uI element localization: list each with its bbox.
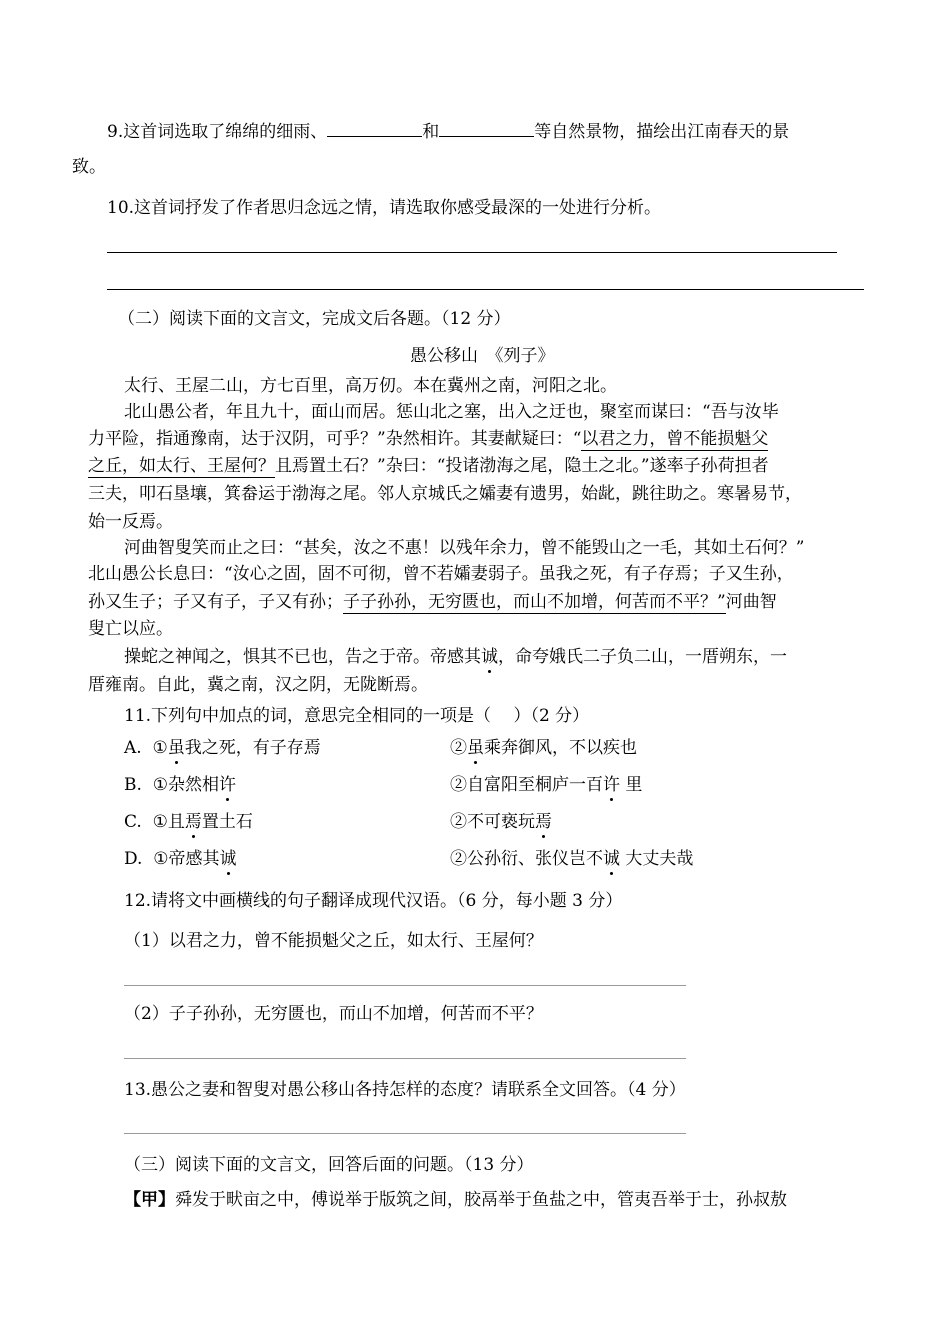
q9-suffix: 等自然景物，描绘出江南春天的景: [534, 122, 790, 142]
section2-heading: （二）阅读下面的文言文，完成文后各题。（12 分）: [118, 309, 511, 329]
q10-stem: 10.这首词抒发了作者思归念远之情，请选取你感受最深的一处进行分析。: [107, 198, 662, 218]
answer-line-2[interactable]: [107, 289, 864, 290]
text-run: ①帝感其: [153, 849, 220, 869]
passage-jia-line1: [124, 1188, 787, 1212]
text-run: ①且: [152, 812, 185, 832]
text-run: 里: [620, 775, 643, 795]
q9-prefix: 9.这首词选取了绵绵的细雨、: [107, 122, 328, 142]
passage-p1: 太行、王屋二山，方七百里，高万仞。本在冀州之南，河阳之北。: [124, 376, 617, 396]
q12-sub2: （2）子子孙孙，无穷匮也，而山不加增，何苦而不平？: [124, 1004, 543, 1024]
passage-p2-line5: 始一反焉。: [88, 512, 173, 532]
text-run: 力平险，指通豫南，达于汉阴，可乎？”杂然相许。其妻献疑曰：“: [88, 429, 582, 449]
q12-stem: 12.请将文中画横线的句子翻译成现代汉语。（6 分，每小题 3 分）: [124, 891, 623, 911]
text-run: 且焉置土石？”杂曰：“投诸渤海之尾，隐土之北。”遂率子孙荷担者: [275, 456, 769, 476]
text-run: 大丈夫哉: [620, 849, 694, 869]
q12-sub1: （1）以君之力，曾不能损魁父之丘，如太行、王屋何？: [124, 931, 543, 951]
passage-p2-line2: [88, 427, 768, 451]
dotted-char: 焉: [184, 812, 202, 832]
underlined-sentence-1b: 之丘，如太行、王屋何？: [88, 456, 275, 476]
answer-line-3[interactable]: [124, 985, 686, 986]
passage-p3-line3: [88, 590, 777, 614]
section3-heading: （三）阅读下面的文言文，回答后面的问题。（13 分）: [124, 1155, 534, 1175]
option-label: B.: [124, 775, 142, 795]
dotted-char: 诚: [219, 849, 237, 869]
text-run: 置土石: [201, 812, 253, 832]
text-run: ①: [152, 738, 168, 758]
dotted-char: 虽: [167, 738, 185, 758]
q11-option-d[interactable]: [124, 847, 824, 871]
passage-p4-line2: 厝雍南。自此，冀之南，汉之阴，无陇断焉。: [88, 675, 428, 695]
dotted-char: 虽: [467, 738, 484, 758]
dotted-char: 诚: [603, 849, 620, 869]
answer-blank-1[interactable]: [327, 118, 422, 137]
option-label: A.: [124, 738, 142, 758]
passage-p3-line4: 叟亡以应。: [88, 619, 173, 639]
passage-p2-line4: 三夫，叩石垦壤，箕畚运于渤海之尾。邻人京城氏之孀妻有遗男，始龀，跳往助之。寒暑易节，: [88, 484, 802, 504]
text-run: 孙又生子；子又有子，子又有孙；: [88, 592, 343, 612]
dotted-char: 焉: [535, 812, 552, 832]
q11-option-b[interactable]: [124, 773, 824, 797]
text-run: 河曲智: [725, 592, 777, 612]
underlined-sentence-1a: 以君之力，曾不能损魁父: [581, 429, 769, 449]
passage-p3-line2: 北山愚公长息曰：“汝心之固，固不可彻，曾不若孀妻弱子。虽我之死，有子存焉；子又生孙，: [88, 564, 794, 584]
passage-jia-label: 【甲】: [124, 1190, 175, 1210]
dotted-char: 许: [603, 775, 620, 795]
underlined-sentence-2: 子子孙孙，无穷匮也，而山不加增，何苦而不平？”: [343, 592, 726, 612]
passage-p2-line1: 北山愚公者，年且九十，面山而居。惩山北之塞，出入之迂也，聚室而谋曰：“吾与汝毕: [124, 402, 779, 422]
text-run: ②: [450, 738, 467, 758]
passage-title: 愚公移山 《列子》: [410, 346, 555, 366]
text-run: ，命夸娥氏二子负二山，一厝朔东，一: [498, 647, 787, 667]
q9-line1: [107, 118, 789, 144]
text-run: 乘奔御风，不以疾也: [484, 738, 637, 758]
answer-line-1[interactable]: [107, 252, 837, 253]
q11-option-a[interactable]: [124, 736, 824, 760]
text-run: ①杂然相: [152, 775, 219, 795]
option-label: D.: [124, 849, 143, 869]
q11-option-c[interactable]: [124, 810, 824, 834]
text-run: ②自富阳至桐庐一百: [450, 775, 603, 795]
text-run: ②不可亵玩: [450, 812, 535, 832]
dotted-char: 许: [218, 775, 236, 795]
passage-p2-line3: [88, 454, 769, 478]
text-run: 我之死，有子存焉: [184, 738, 321, 758]
q11-stem: 11.下列句中加点的词，意思完全相同的一项是（ ）（2 分）: [124, 706, 590, 726]
answer-line-5[interactable]: [124, 1133, 686, 1134]
passage-p4-line1: [124, 645, 787, 669]
option-label: C.: [124, 812, 142, 832]
text-run: 操蛇之神闻之，惧其不已也，告之于帝。帝感其: [124, 647, 481, 667]
passage-p3-line1: 河曲智叟笑而止之曰：“甚矣，汝之不惠！以残年余力，曾不能毁山之一毛，其如土石何？”: [124, 538, 805, 558]
q9-mid: 和: [422, 122, 440, 142]
answer-blank-2[interactable]: [439, 118, 534, 137]
text-run: 舜发于畎亩之中，傅说举于版筑之间，胶鬲举于鱼盐之中，管夷吾举于士，孙叔敖: [175, 1190, 787, 1210]
answer-line-4[interactable]: [124, 1058, 686, 1059]
q9-line2: 致。: [72, 157, 106, 177]
q13-stem: 13.愚公之妻和智叟对愚公移山各持怎样的态度？请联系全文回答。（4 分）: [124, 1080, 686, 1100]
dotted-char: 诚: [481, 647, 498, 667]
text-run: ②公孙衍、张仪岂不: [450, 849, 603, 869]
